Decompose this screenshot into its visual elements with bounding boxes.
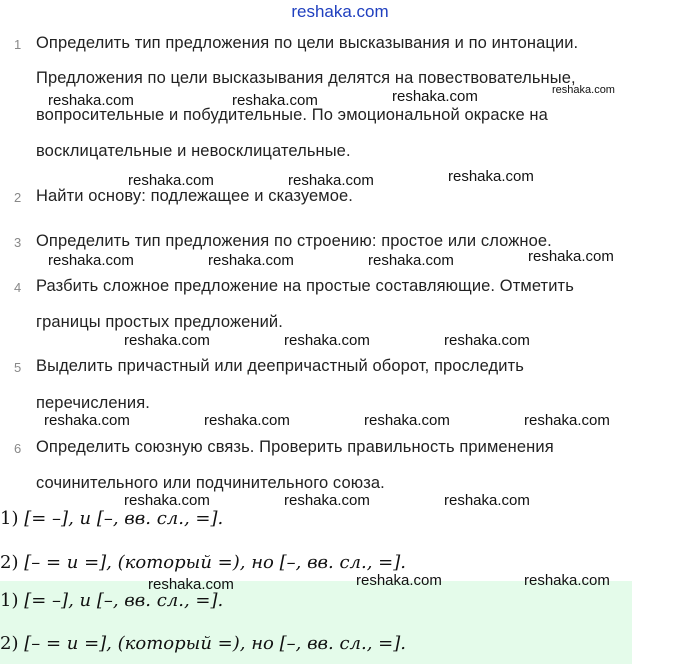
watermark: reshaka.com [44,412,130,429]
step-1-line-2: Предложения по цели высказывания делятся на повествовательные, [36,69,576,87]
scheme-text: [= –], и [–, вв. сл., =]. [24,508,224,529]
watermark: reshaka.com [528,248,614,265]
scheme-1 [0,508,223,529]
step-1-line-4: восклицательные и невосклицательные. [36,142,351,160]
watermark: reshaka.com [444,332,530,349]
scheme-text: [– = и =], (который =), но [–, вв. сл., =]. [24,633,406,654]
step-1-line-3: вопросительные и побудительные. По эмоциональной окраске на [36,106,548,124]
watermark: reshaka.com [48,252,134,269]
watermark: reshaka.com [448,168,534,185]
step-2-line-1: Найти основу: подлежащее и сказуемое. [36,187,353,205]
step-number: 6 [14,441,22,456]
watermark: reshaka.com [204,412,290,429]
step-number: 5 [14,360,22,375]
scheme-2 [0,552,406,573]
watermark: reshaka.com [392,88,478,105]
step-6-line-1: Определить союзную связь. Проверить правильность применения [36,438,554,456]
step-3-line-1: Определить тип предложения по строению: простое или сложное. [36,232,552,250]
step-number: 4 [14,280,22,295]
watermark: reshaka.com [124,492,210,509]
step-5-line-1: Выделить причастный или деепричастный оборот, проследить [36,357,524,375]
watermark: reshaka.com [48,92,134,109]
scheme-number: 1) [0,590,19,611]
watermark: reshaka.com [208,252,294,269]
step-number: 1 [14,37,22,52]
watermark: reshaka.com [444,492,530,509]
step-5-line-2: перечисления. [36,394,150,412]
scheme-text: [– = и =], (который =), но [–, вв. сл., =]. [24,552,406,573]
scheme-number: 1) [0,508,19,529]
watermark: reshaka.com [356,572,442,589]
step-1-line-1: Определить тип предложения по цели высказывания и по интонации. [36,34,579,52]
watermark: reshaka.com [284,332,370,349]
watermark: reshaka.com [124,332,210,349]
watermark: reshaka.com [284,492,370,509]
step-6-line-2: сочинительного или подчинительного союза. [36,474,385,492]
watermark: reshaka.com [524,412,610,429]
scheme-number: 2) [0,633,19,654]
watermark: reshaka.com [364,412,450,429]
step-4-line-2: границы простых предложений. [36,313,283,331]
step-number: 2 [14,190,22,205]
watermark: reshaka.com [232,92,318,109]
watermark: reshaka.com [524,572,610,589]
step-number: 3 [14,235,22,250]
scheme-2-answer [0,633,406,654]
scheme-1-answer [0,590,223,611]
step-4-line-1: Разбить сложное предложение на простые составляющие. Отметить [36,277,574,295]
site-header[interactable]: reshaka.com [291,2,389,21]
watermark: reshaka.com [148,576,234,593]
watermark: reshaka.com [368,252,454,269]
scheme-text: [= –], и [–, вв. сл., =]. [24,590,224,611]
scheme-number: 2) [0,552,19,573]
watermark: reshaka.com [552,84,615,96]
watermark: reshaka.com [128,172,214,189]
watermark: reshaka.com [288,172,374,189]
